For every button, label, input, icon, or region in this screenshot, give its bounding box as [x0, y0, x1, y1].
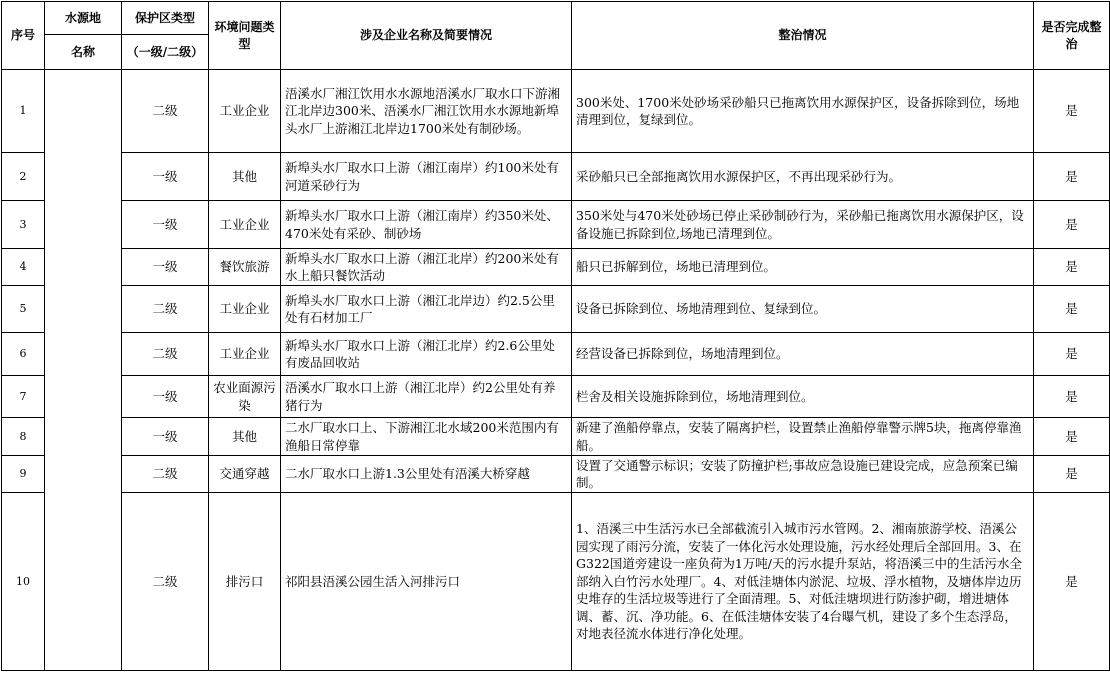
cell-completed: 是 — [1034, 418, 1110, 456]
cell-issue-type: 排污口 — [209, 493, 281, 671]
cell-company: 二水厂取水口上、下游湘江北水域200米范围内有渔船日常停靠 — [281, 418, 572, 456]
cell-company: 新埠头水厂取水口上游（湘江南岸）约350米处、470米处有采砂、制砂场 — [281, 201, 572, 249]
cell-company: 二水厂取水口上游1.3公里处有浯溪大桥穿越 — [281, 456, 572, 493]
cell-rectification: 350米处与470米处砂场已停止采砂制砂行为，采砂船已拖离饮用水源保护区，设备设施已拆除到位,场地已清理到位。 — [572, 201, 1034, 249]
cell-rectification: 设置了交通警示标识；安装了防撞护栏;事故应急设施已建设完成，应急预案已编制。 — [572, 456, 1034, 493]
cell-seq: 7 — [2, 376, 45, 418]
cell-company: 新埠头水厂取水口上游（湘江北岸）约200米处有水上船只餐饮活动 — [281, 249, 572, 286]
cell-zone: 二级 — [122, 456, 209, 493]
cell-rectification: 设备已拆除到位、场地清理到位、复绿到位。 — [572, 286, 1034, 333]
cell-rectification: 船只已拆解到位，场地已清理到位。 — [572, 249, 1034, 286]
cell-company: 祁阳县浯溪公园生活入河排污口 — [281, 493, 572, 671]
cell-zone: 二级 — [122, 70, 209, 153]
cell-company: 浯溪水厂取水口上游（湘江北岸）约2公里处有养猪行为 — [281, 376, 572, 418]
table-row — [2, 286, 1110, 333]
cell-seq: 2 — [2, 153, 45, 201]
cell-seq: 4 — [2, 249, 45, 286]
table-row — [2, 70, 1110, 153]
cell-seq: 3 — [2, 201, 45, 249]
cell-rectification: 1、浯溪三中生活污水已全部截流引入城市污水管网。2、湘南旅游学校、浯溪公园实现了雨污分流，安装了一体化污水处理设施，污水经处理后全部回用。3、在G322国道旁建设一座负荷为1万吨/天的污水提升泵站，将浯溪三中的生活污水全部纳入白竹污水处理厂。4、对低洼塘体内淤泥、垃圾、浮水植物，及塘体岸边历史堆存的生活垃圾等进行了全面清理。5、对低洼塘坝进行防渗护砌，增进塘体调、蓄、沉、净功能。6、在低洼塘体安装了4台曝气机，建设了多个生态浮岛，对地表径流水体进行净化处理。 — [572, 493, 1034, 671]
cell-completed: 是 — [1034, 376, 1110, 418]
cell-issue-type: 工业企业 — [209, 70, 281, 153]
table-row — [2, 493, 1110, 671]
cell-rectification: 新建了渔船停靠点，安装了隔离护栏，设置禁止渔船停靠警示牌5块，拖离停靠渔船。 — [572, 418, 1034, 456]
cell-issue-type: 其他 — [209, 153, 281, 201]
cell-rectification: 300米处、1700米处砂场采砂船只已拖离饮用水源保护区，设备拆除到位，场地清理到位，复绿到位。 — [572, 70, 1034, 153]
header-company: 涉及企业名称及简要情况 — [281, 2, 572, 70]
header-rectification: 整治情况 — [572, 2, 1034, 70]
table-row — [2, 333, 1110, 376]
cell-zone: 一级 — [122, 418, 209, 456]
cell-zone: 一级 — [122, 201, 209, 249]
header-seq: 序号 — [2, 2, 45, 70]
cell-completed: 是 — [1034, 286, 1110, 333]
cell-completed: 是 — [1034, 201, 1110, 249]
cell-rectification: 栏舍及相关设施拆除到位，场地清理到位。 — [572, 376, 1034, 418]
header-completed: 是否完成整治 — [1034, 2, 1110, 70]
cell-zone: 一级 — [122, 249, 209, 286]
header-zone-bottom: （一级/二级） — [122, 35, 209, 70]
cell-company: 浯溪水厂湘江饮用水水源地浯溪水厂取水口下游湘江北岸边300米、浯溪水厂湘江饮用水水源地新埠头水厂上游湘江北岸边1700米处有制砂场。 — [281, 70, 572, 153]
cell-zone: 二级 — [122, 333, 209, 376]
cell-issue-type: 其他 — [209, 418, 281, 456]
cell-rectification: 经营设备已拆除到位，场地清理到位。 — [572, 333, 1034, 376]
cell-issue-type: 农业面源污染 — [209, 376, 281, 418]
table-row — [2, 418, 1110, 456]
cell-seq: 10 — [2, 493, 45, 671]
cell-issue-type: 工业企业 — [209, 286, 281, 333]
cell-completed: 是 — [1034, 249, 1110, 286]
rectification-table — [1, 1, 1110, 671]
cell-seq: 1 — [2, 70, 45, 153]
cell-issue-type: 工业企业 — [209, 201, 281, 249]
cell-issue-type: 交通穿越 — [209, 456, 281, 493]
cell-completed: 是 — [1034, 70, 1110, 153]
cell-issue-type: 工业企业 — [209, 333, 281, 376]
header-zone-top: 保护区类型 — [122, 2, 209, 35]
cell-company: 新埠头水厂取水口上游（湘江北岸边）约2.5公里处有石材加工厂 — [281, 286, 572, 333]
table-row — [2, 201, 1110, 249]
header-row-top — [2, 2, 1110, 35]
cell-completed: 是 — [1034, 333, 1110, 376]
table-row — [2, 153, 1110, 201]
cell-seq: 6 — [2, 333, 45, 376]
cell-seq: 9 — [2, 456, 45, 493]
cell-completed: 是 — [1034, 153, 1110, 201]
cell-completed: 是 — [1034, 456, 1110, 493]
cell-source-name — [45, 70, 122, 671]
cell-zone: 二级 — [122, 493, 209, 671]
table-row — [2, 249, 1110, 286]
cell-completed: 是 — [1034, 493, 1110, 671]
table-row — [2, 376, 1110, 418]
cell-seq: 8 — [2, 418, 45, 456]
cell-zone: 二级 — [122, 286, 209, 333]
table-row — [2, 456, 1110, 493]
header-source-top: 水源地 — [45, 2, 122, 35]
cell-company: 新埠头水厂取水口上游（湘江北岸）约2.6公里处有废品回收站 — [281, 333, 572, 376]
header-source-bottom: 名称 — [45, 35, 122, 70]
header-issue-type: 环境问题类型 — [209, 2, 281, 70]
cell-issue-type: 餐饮旅游 — [209, 249, 281, 286]
cell-rectification: 采砂船只已全部拖离饮用水源保护区，不再出现采砂行为。 — [572, 153, 1034, 201]
cell-zone: 一级 — [122, 376, 209, 418]
cell-seq: 5 — [2, 286, 45, 333]
cell-zone: 一级 — [122, 153, 209, 201]
cell-company: 新埠头水厂取水口上游（湘江南岸）约100米处有河道采砂行为 — [281, 153, 572, 201]
